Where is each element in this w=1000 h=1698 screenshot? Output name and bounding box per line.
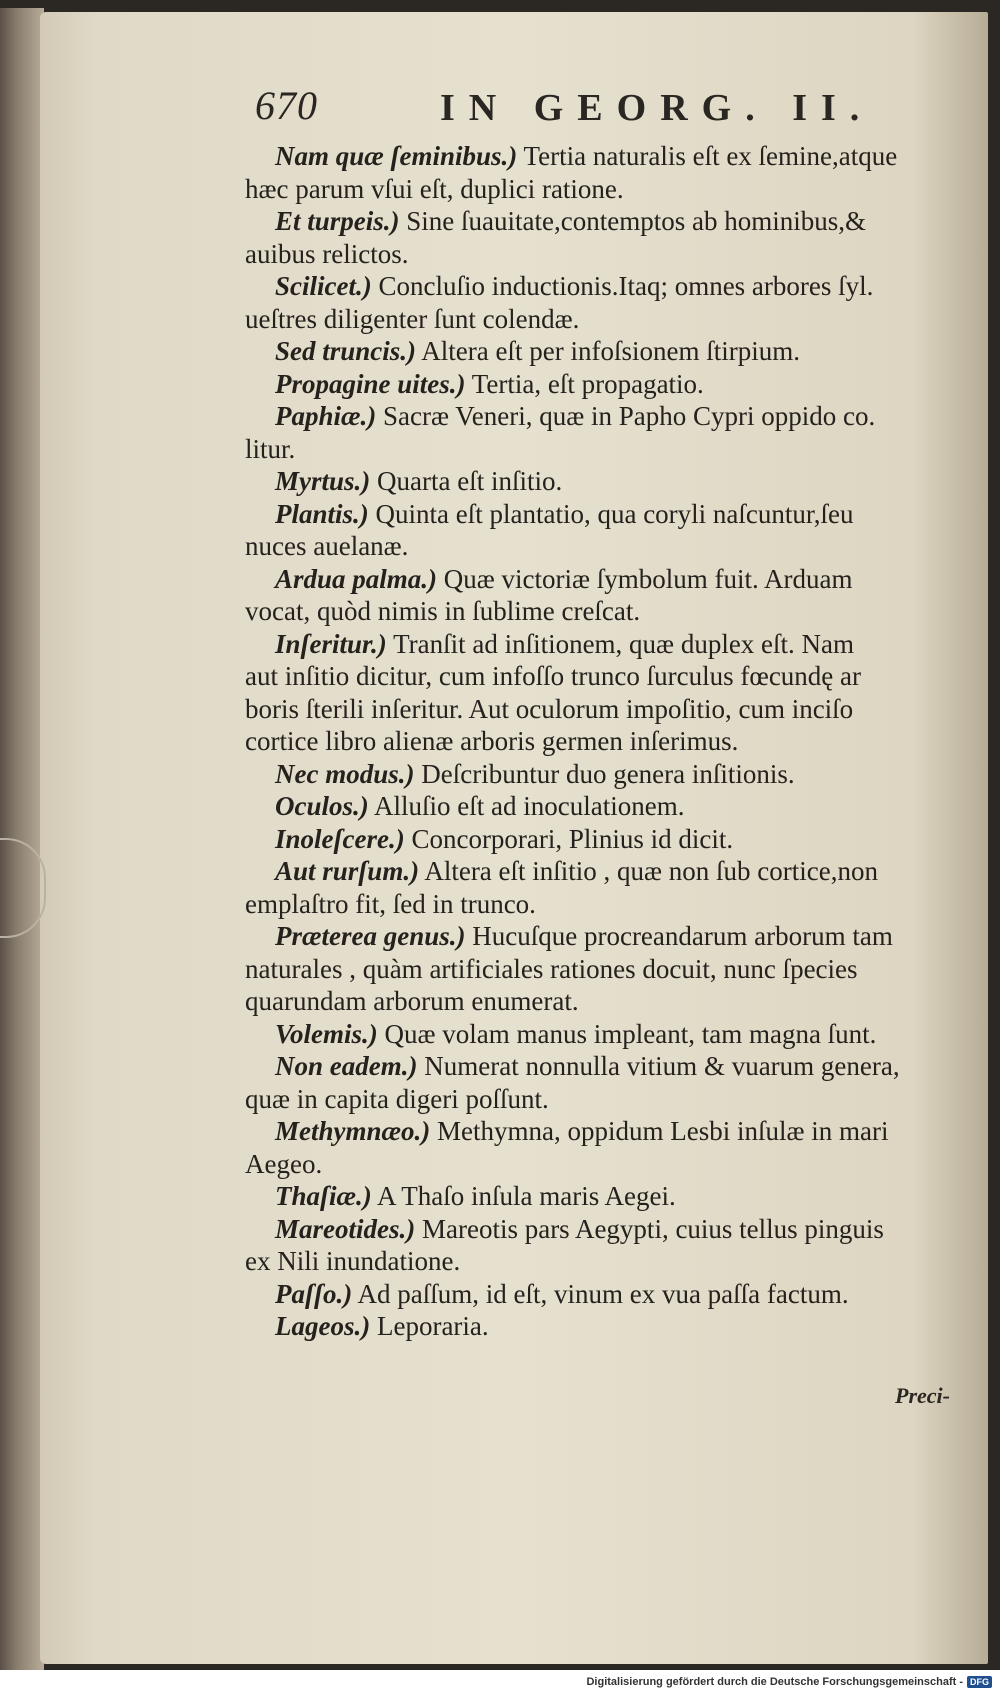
- entry-text: Sine ſuauitate,contemptos ab hominibus,&: [406, 206, 866, 236]
- entry-first-line: [245, 1050, 945, 1083]
- entry-lemma: Aut rurſum.): [275, 856, 420, 886]
- entry-text: Tertia naturalis eſt ex ſemine,atque: [523, 141, 898, 171]
- entry-lemma: Plantis.): [275, 498, 369, 529]
- entry-text: ex Nili inundatione.: [245, 1246, 461, 1276]
- entry-lemma: Paphiæ.): [275, 401, 377, 431]
- entry-text: Sacræ Veneri, quæ in Papho Cypri oppido co.: [383, 401, 876, 431]
- entry-lemma: Myrtus.): [275, 466, 371, 496]
- entry-first-line: [245, 1278, 945, 1311]
- entry-first-line: [245, 1310, 945, 1343]
- running-head: IN GEORG. II.: [440, 87, 874, 129]
- entry-lemma: Methymnæo.): [275, 1116, 431, 1146]
- entry-text: Tertia, eſt propagatio.: [471, 368, 704, 399]
- entry-continuation-line: [245, 238, 945, 271]
- entry-text: Leporaria.: [376, 1311, 489, 1341]
- entry-continuation-line: [245, 953, 945, 986]
- digitization-footer: [586, 1676, 992, 1688]
- entry-text: cortice libro alienæ arboris germen inſerimus.: [245, 726, 739, 756]
- entry-continuation-line: [245, 888, 945, 921]
- entry-text: A Thaſo inſula maris Aegei.: [377, 1181, 676, 1211]
- dfg-logo: DFG: [967, 1676, 992, 1688]
- entry-text: boris ſterili inſeritur. Aut oculorum impoſitio, cum inciſo: [245, 693, 854, 724]
- entry-lemma: Lageos.): [275, 1311, 371, 1341]
- entry-text: Quæ victoriæ ſymbolum fuit. Arduam: [443, 563, 853, 594]
- entry-first-line: [245, 920, 945, 953]
- entry-first-line: [245, 1213, 945, 1246]
- entry-text: Quæ volam manus impleant, tam magna ſunt.: [384, 1018, 877, 1049]
- entry-lemma: Thaſiæ.): [275, 1181, 372, 1211]
- entry-text: Concluſio inductionis.Itaq; omnes arbores ſyl.: [378, 271, 874, 301]
- entry-continuation-line: [245, 1083, 945, 1116]
- entry-continuation-line: [245, 433, 945, 466]
- entry-text: Aegeo.: [245, 1148, 323, 1179]
- entry-text: Mareotis pars Aegypti, cuius tellus pinguis: [421, 1213, 884, 1244]
- page-number: 670: [255, 83, 318, 128]
- entry-text: naturales , quàm artificiales rationes docuit, nunc ſpecies: [245, 953, 858, 984]
- entry-continuation-line: [245, 1245, 945, 1278]
- entry-text: hæc parum vſui eſt, duplici ratione.: [245, 173, 624, 204]
- entry-text: Tranſit ad inſitionem, quæ duplex eſt. Nam: [393, 628, 855, 659]
- entry-first-line: [245, 1115, 945, 1148]
- entry-continuation-line: [245, 530, 945, 563]
- entry-lemma: Inoleſcere.): [275, 823, 405, 854]
- entry-continuation-line: [245, 693, 945, 726]
- entry-first-line: [245, 335, 945, 368]
- entry-text: auibus relictos.: [245, 238, 409, 269]
- entry-first-line: [245, 465, 945, 498]
- entry-lemma: Sed truncis.): [275, 336, 417, 366]
- entry-text: Ad paſſum, id eſt, vinum ex vua paſſa factum.: [357, 1278, 849, 1309]
- entry-first-line: [245, 140, 945, 173]
- entry-lemma: Præterea genus.): [275, 921, 466, 951]
- entry-continuation-line: [245, 173, 945, 206]
- entry-lemma: Non eadem.): [275, 1051, 418, 1081]
- entry-text: Hucuſque procreandarum arborum tam: [472, 921, 893, 951]
- entry-first-line: [245, 270, 945, 303]
- entry-text: emplaſtro fit, ſed in trunco.: [245, 888, 536, 919]
- entry-first-line: [245, 823, 945, 856]
- entry-lemma: Mareotides.): [275, 1213, 416, 1244]
- entry-lemma: Et turpeis.): [275, 206, 400, 236]
- entry-first-line: [245, 205, 945, 238]
- entry-lemma: Paſſo.): [275, 1278, 353, 1309]
- entry-lemma: Oculos.): [275, 791, 369, 821]
- entry-first-line: [245, 758, 945, 791]
- entry-text: nuces auelanæ.: [245, 531, 409, 561]
- catchword: Preci-: [895, 1383, 950, 1408]
- page-header: [255, 82, 905, 136]
- entry-first-line: [245, 855, 945, 888]
- entry-text: Deſcribuntur duo genera inſitionis.: [421, 758, 795, 789]
- entry-text: quæ in capita digeri poſſunt.: [245, 1083, 549, 1114]
- entry-lemma: Ardua palma.): [275, 563, 438, 594]
- entry-continuation-line: [245, 660, 945, 693]
- entry-first-line: [245, 368, 945, 401]
- entry-continuation-line: [245, 595, 945, 628]
- entry-text: Altera eſt inſitio , quæ non ſub cortice,non: [424, 856, 878, 886]
- commentary-text: [245, 140, 945, 1343]
- entry-text: Concorporari, Plinius id dicit.: [411, 823, 734, 854]
- entry-text: vocat, quòd nimis in ſublime creſcat.: [245, 596, 641, 626]
- entry-text: aut inſitio dicitur, cum infoſſo trunco ſurculus fœcundę ar: [245, 661, 862, 691]
- entry-text: Quarta eſt inſitio.: [377, 466, 563, 496]
- entry-lemma: Scilicet.): [275, 271, 372, 301]
- entry-first-line: [245, 563, 945, 596]
- entry-text: ueſtres diligenter ſunt colendæ.: [245, 303, 580, 334]
- entry-text: Altera eſt per infoſsionem ſtirpium.: [421, 336, 800, 366]
- entry-first-line: [245, 790, 945, 823]
- entry-lemma: Inſeritur.): [275, 628, 387, 659]
- entry-first-line: [245, 628, 945, 661]
- entry-text: Quinta eſt plantatio, qua coryli naſcuntur,ſeu: [375, 498, 854, 529]
- entry-first-line: [245, 1018, 945, 1051]
- entry-first-line: [245, 1180, 945, 1213]
- entry-continuation-line: [245, 303, 945, 336]
- entry-text: litur.: [245, 433, 296, 464]
- entry-text: Methymna, oppidum Lesbi inſulæ in mari: [437, 1116, 889, 1146]
- entry-lemma: Volemis.): [275, 1018, 378, 1049]
- entry-first-line: [245, 400, 945, 433]
- entry-continuation-line: [245, 1148, 945, 1181]
- entry-text: Numerat nonnulla vitium & vuarum genera,: [424, 1051, 900, 1081]
- entry-lemma: Nec modus.): [275, 758, 415, 789]
- entry-continuation-line: [245, 725, 945, 758]
- entry-text: quarundam arborum enumerat.: [245, 986, 579, 1016]
- footer-credit: Digitalisierung gefördert durch die Deutsche Forschungsgemeinschaft -: [586, 1676, 963, 1688]
- entry-first-line: [245, 498, 945, 531]
- entry-lemma: Nam quæ ſeminibus.): [275, 141, 518, 171]
- entry-text: Alluſio eſt ad inoculationem.: [374, 791, 685, 821]
- entry-lemma: Propagine uites.): [275, 368, 466, 399]
- entry-continuation-line: [245, 985, 945, 1018]
